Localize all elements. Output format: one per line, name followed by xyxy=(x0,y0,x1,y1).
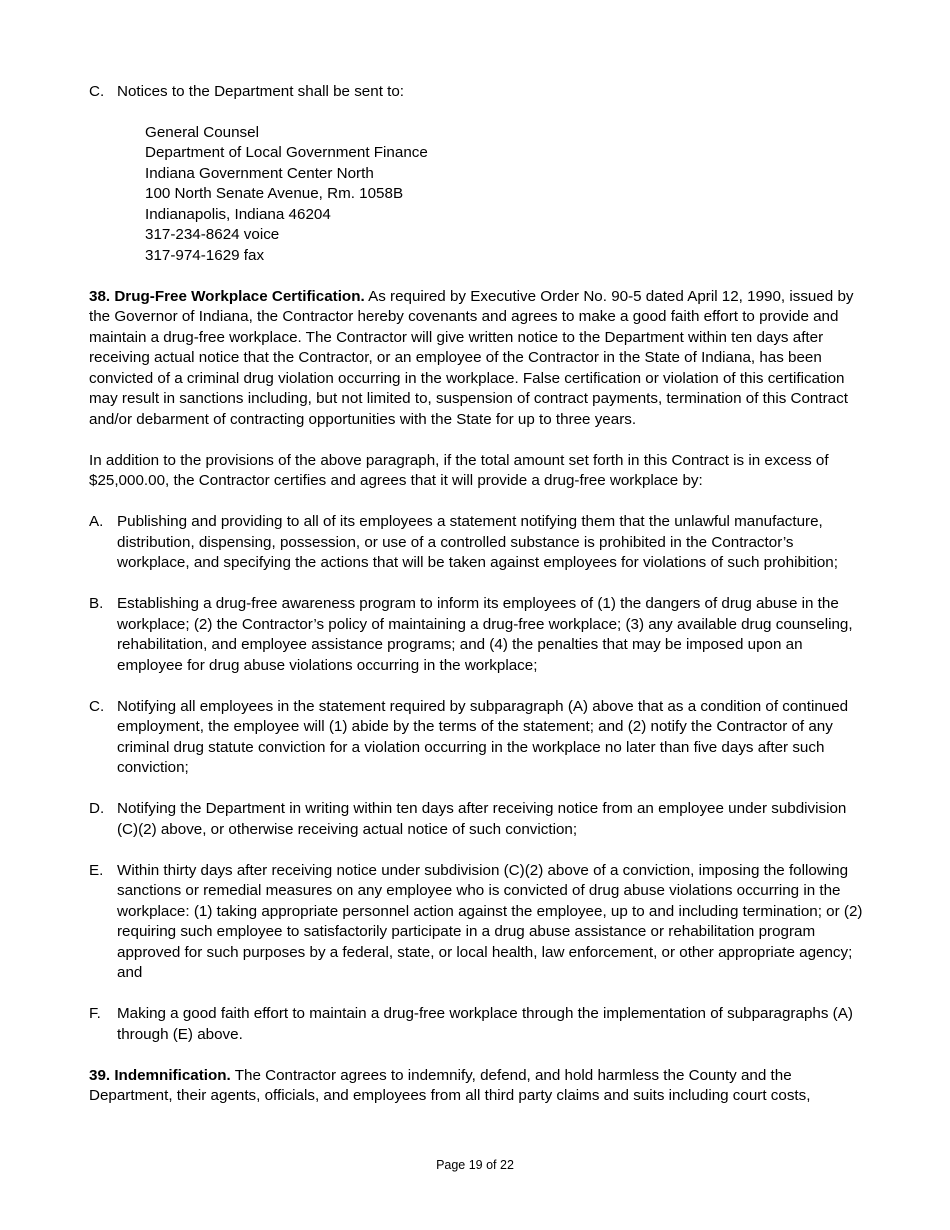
document-page xyxy=(89,82,864,1107)
section-38-body: As required by Executive Order No. 90-5 dated April 12, 1990, issued by the Governor of Indiana, the Contractor hereby covenants and agrees to make a good faith effort to provide and maintain a drug-free workplace. The Contractor will give written notice to the Department within ten days after receiving actual notice that the Contractor, or an employee of the Contractor in the State of Indiana, has been convicted of a criminal drug violation occurring in the workplace. False certification or violation of this certification may result in sanctions including, but not limited to, suspension of contract payments, termination of this Contract and/or debarment of contracting opportunities with the State for up to three years. xyxy=(89,287,854,428)
address-line: 100 North Senate Avenue, Rm. 1058B xyxy=(145,185,404,202)
address-line: Indiana Government Center North xyxy=(145,164,374,182)
item-letter: D. xyxy=(89,800,105,817)
list-item xyxy=(89,1004,864,1045)
address-line: Indianapolis, Indiana 46204 xyxy=(145,205,331,223)
item-letter: C. xyxy=(89,697,105,715)
section-39-body: The Contractor agrees to indemnify, defend, and hold harmless the County and the Department, their agents, officials, and employees from all third party claims and suits including court costs, xyxy=(89,1066,811,1104)
address-line: 317-974-1629 fax xyxy=(145,246,265,264)
address-line: 317-234-8624 voice xyxy=(145,226,280,243)
item-letter: E. xyxy=(89,861,104,879)
page-number: Page 19 of 22 xyxy=(436,1158,514,1172)
address-line: General Counsel xyxy=(145,123,259,141)
section-38-heading: 38. Drug-Free Workplace Certification. xyxy=(89,287,365,305)
item-text: Making a good faith effort to maintain a drug-free workplace through the implementation of subparagraphs (A) through (E) above. xyxy=(117,1005,853,1043)
list-item xyxy=(89,512,864,574)
list-item xyxy=(89,861,864,984)
item-letter: F. xyxy=(89,1005,101,1022)
list-item xyxy=(89,799,864,840)
notices-item xyxy=(89,82,864,103)
item-text: Notifying all employees in the statement required by subparagraph (A) above that as a condition of continued employment, the employee will (1) abide by the terms of the statement; and (2) notify the Contractor of any criminal drug statute conviction for a violation occurring in the workplace no later than five days after such conviction; xyxy=(117,697,849,776)
list-item xyxy=(89,697,864,779)
item-letter: C. xyxy=(89,83,105,100)
notices-intro: Notices to the Department shall be sent to: xyxy=(117,83,405,100)
section-38-addition: In addition to the provisions of the above paragraph, if the total amount set forth in this Contract is in excess of $25,000.00, the Contractor certifies and agrees that it will provide a drug-free workplace by: xyxy=(89,451,829,489)
address-line: Department of Local Government Finance xyxy=(145,144,428,161)
item-text: Establishing a drug-free awareness program to inform its employees of (1) the dangers of drug abuse in the workplace; (2) the Contractor’s policy of maintaining a drug-free workplace; (3) any available drug counseling, rehabilitation, and employee assistance programs; and (4) the penalties that may be imposed upon an employee for drug abuse violations occurring in the workplace; xyxy=(117,595,853,674)
list-item xyxy=(89,594,864,676)
item-text: Notifying the Department in writing within ten days after receiving notice from an employee under subdivision (C)(2) above, or otherwise receiving actual notice of such conviction; xyxy=(117,800,847,838)
item-text: Within thirty days after receiving notice under subdivision (C)(2) above of a conviction, imposing the following sanctions or remedial measures on any employee who is convicted of drug abuse violations occurring in the workplace: (1) taking appropriate personnel action against the employee, up to and including termination; or (2) requiring such employee to satisfactorily participate in a drug abuse assistance or rehabilitation program approved for such purposes by a federal, state, or local health, law enforcement, or other appropriate agency; and xyxy=(117,861,863,981)
section-38-paragraph xyxy=(89,287,864,431)
item-letter: A. xyxy=(89,513,104,530)
item-letter: B. xyxy=(89,595,104,612)
notices-address xyxy=(145,123,864,267)
item-text: Publishing and providing to all of its employees a statement notifying them that the unlawful manufacture, distribution, dispensing, possession, or use of a controlled substance is prohibited in the Contractor’s workplace, and specifying the actions that will be taken against employees for violations of such prohibition; xyxy=(117,513,838,571)
section-39-paragraph xyxy=(89,1066,864,1107)
section-39-heading: 39. Indemnification. xyxy=(89,1066,231,1084)
